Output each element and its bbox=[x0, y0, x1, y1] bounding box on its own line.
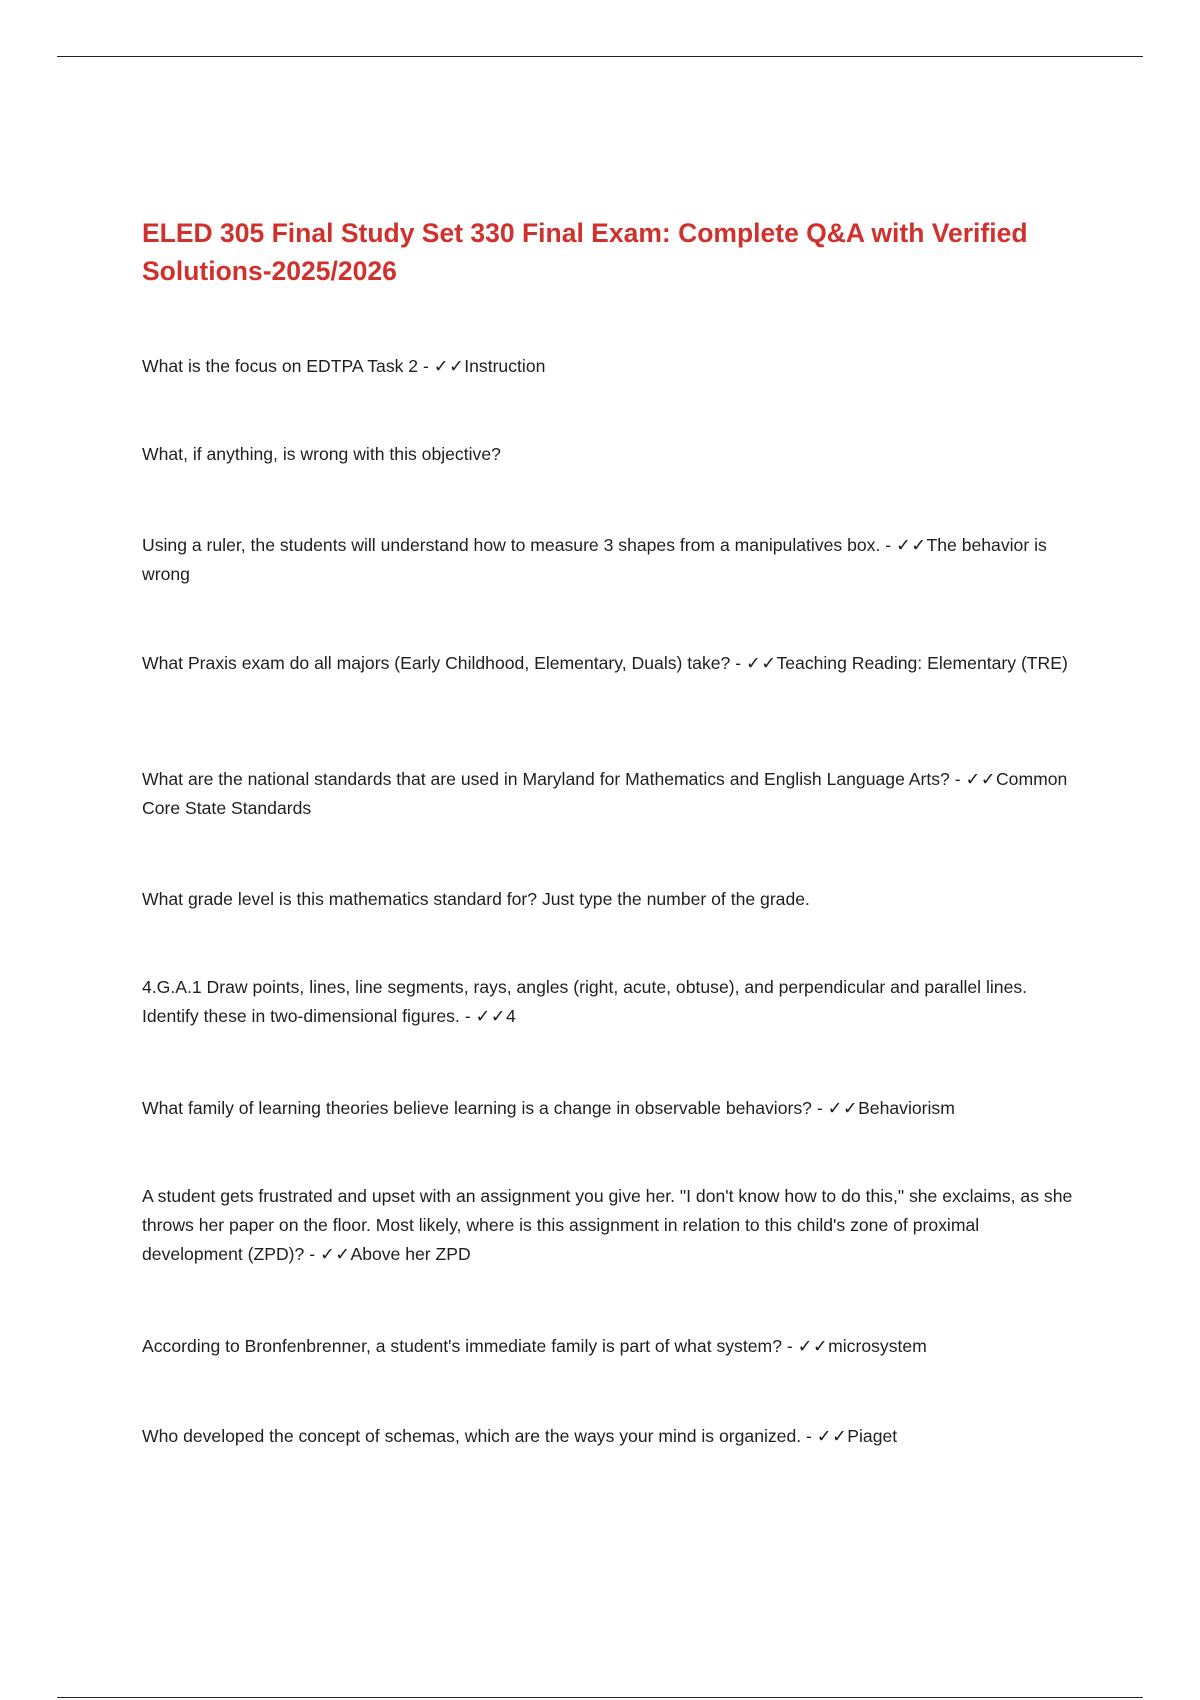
qa-entry-10 bbox=[142, 1332, 1082, 1361]
qa-entry-3 bbox=[142, 531, 1082, 589]
question-text: What family of learning theories believe learning is a change in observable behaviors? bbox=[142, 1098, 812, 1118]
qa-entry-1 bbox=[142, 352, 1082, 381]
check-mark-icon: ✓✓ bbox=[319, 1244, 351, 1264]
answer-text: Above her ZPD bbox=[350, 1244, 471, 1264]
answer-text: The behavior is wrong bbox=[142, 535, 1047, 584]
qa-entry-8 bbox=[142, 1094, 1082, 1123]
question-text: A student gets frustrated and upset with an assignment you give her. "I don't know how to do this," she exclaims, as she throws her paper on the floor. Most likely, where is this assignment in relation to this child's zone of proximal development (ZPD)? bbox=[142, 1186, 1073, 1264]
question-text: What is the focus on EDTPA Task 2 bbox=[142, 356, 419, 376]
qa-entry-6 bbox=[142, 885, 1082, 914]
qa-entry-4 bbox=[142, 649, 1082, 678]
answer-text: Instruction bbox=[464, 356, 546, 376]
answer-text: Common Core State Standards bbox=[142, 769, 1068, 818]
check-mark-icon: ✓✓ bbox=[475, 1006, 506, 1026]
qa-entry-5 bbox=[142, 765, 1082, 823]
qa-entry-11 bbox=[142, 1422, 1082, 1451]
question-text: 4.G.A.1 Draw points, lines, line segments, rays, angles (right, acute, obtuse), and perpendicular and parallel lines. Identify these in two-dimensional figures. bbox=[142, 977, 1028, 1026]
check-mark-icon: ✓✓ bbox=[896, 535, 927, 555]
document-title: ELED 305 Final Study Set 330 Final Exam: Complete Q&A with Verified Solutions-2025/2026 bbox=[142, 218, 1028, 286]
footer-rule bbox=[57, 1697, 1143, 1698]
check-mark-icon: ✓✓ bbox=[827, 1098, 859, 1118]
check-mark-icon: ✓✓ bbox=[745, 653, 777, 673]
separator: - bbox=[781, 1336, 798, 1356]
separator: - bbox=[811, 1098, 828, 1118]
question-text: What Praxis exam do all majors (Early Childhood, Elementary, Duals) take? bbox=[142, 653, 731, 673]
check-mark-icon: ✓✓ bbox=[433, 356, 465, 376]
separator: - bbox=[801, 1426, 817, 1446]
answer-text: Teaching Reading: Elementary (TRE) bbox=[776, 653, 1068, 673]
qa-entry-7 bbox=[142, 973, 1082, 1031]
question-text: Who developed the concept of schemas, which are the ways your mind is organized. bbox=[142, 1426, 802, 1446]
question-text: According to Bronfenbrenner, a student's immediate family is part of what system? bbox=[142, 1336, 782, 1356]
separator: - bbox=[459, 1006, 476, 1026]
check-mark-icon: ✓✓ bbox=[816, 1426, 848, 1446]
answer-text: Behaviorism bbox=[858, 1098, 955, 1118]
separator: - bbox=[880, 535, 896, 555]
separator: - bbox=[730, 653, 746, 673]
qa-entry-9 bbox=[142, 1182, 1082, 1269]
question-text: What, if anything, is wrong with this objective? bbox=[142, 444, 501, 464]
answer-text: Piaget bbox=[847, 1426, 898, 1446]
question-text: Using a ruler, the students will understand how to measure 3 shapes from a manipulatives box. bbox=[142, 535, 881, 555]
separator: - bbox=[418, 356, 434, 376]
answer-text: microsystem bbox=[828, 1336, 927, 1356]
question-text: What grade level is this mathematics standard for? Just type the number of the grade. bbox=[142, 889, 810, 909]
qa-entry-2 bbox=[142, 440, 1082, 469]
check-mark-icon: ✓✓ bbox=[797, 1336, 829, 1356]
header-rule bbox=[57, 56, 1143, 57]
separator: - bbox=[304, 1244, 320, 1264]
question-text: What are the national standards that are used in Maryland for Mathematics and English Language Arts? bbox=[142, 769, 950, 789]
answer-text: 4 bbox=[505, 1006, 516, 1026]
separator: - bbox=[949, 769, 966, 789]
check-mark-icon: ✓✓ bbox=[965, 769, 996, 789]
